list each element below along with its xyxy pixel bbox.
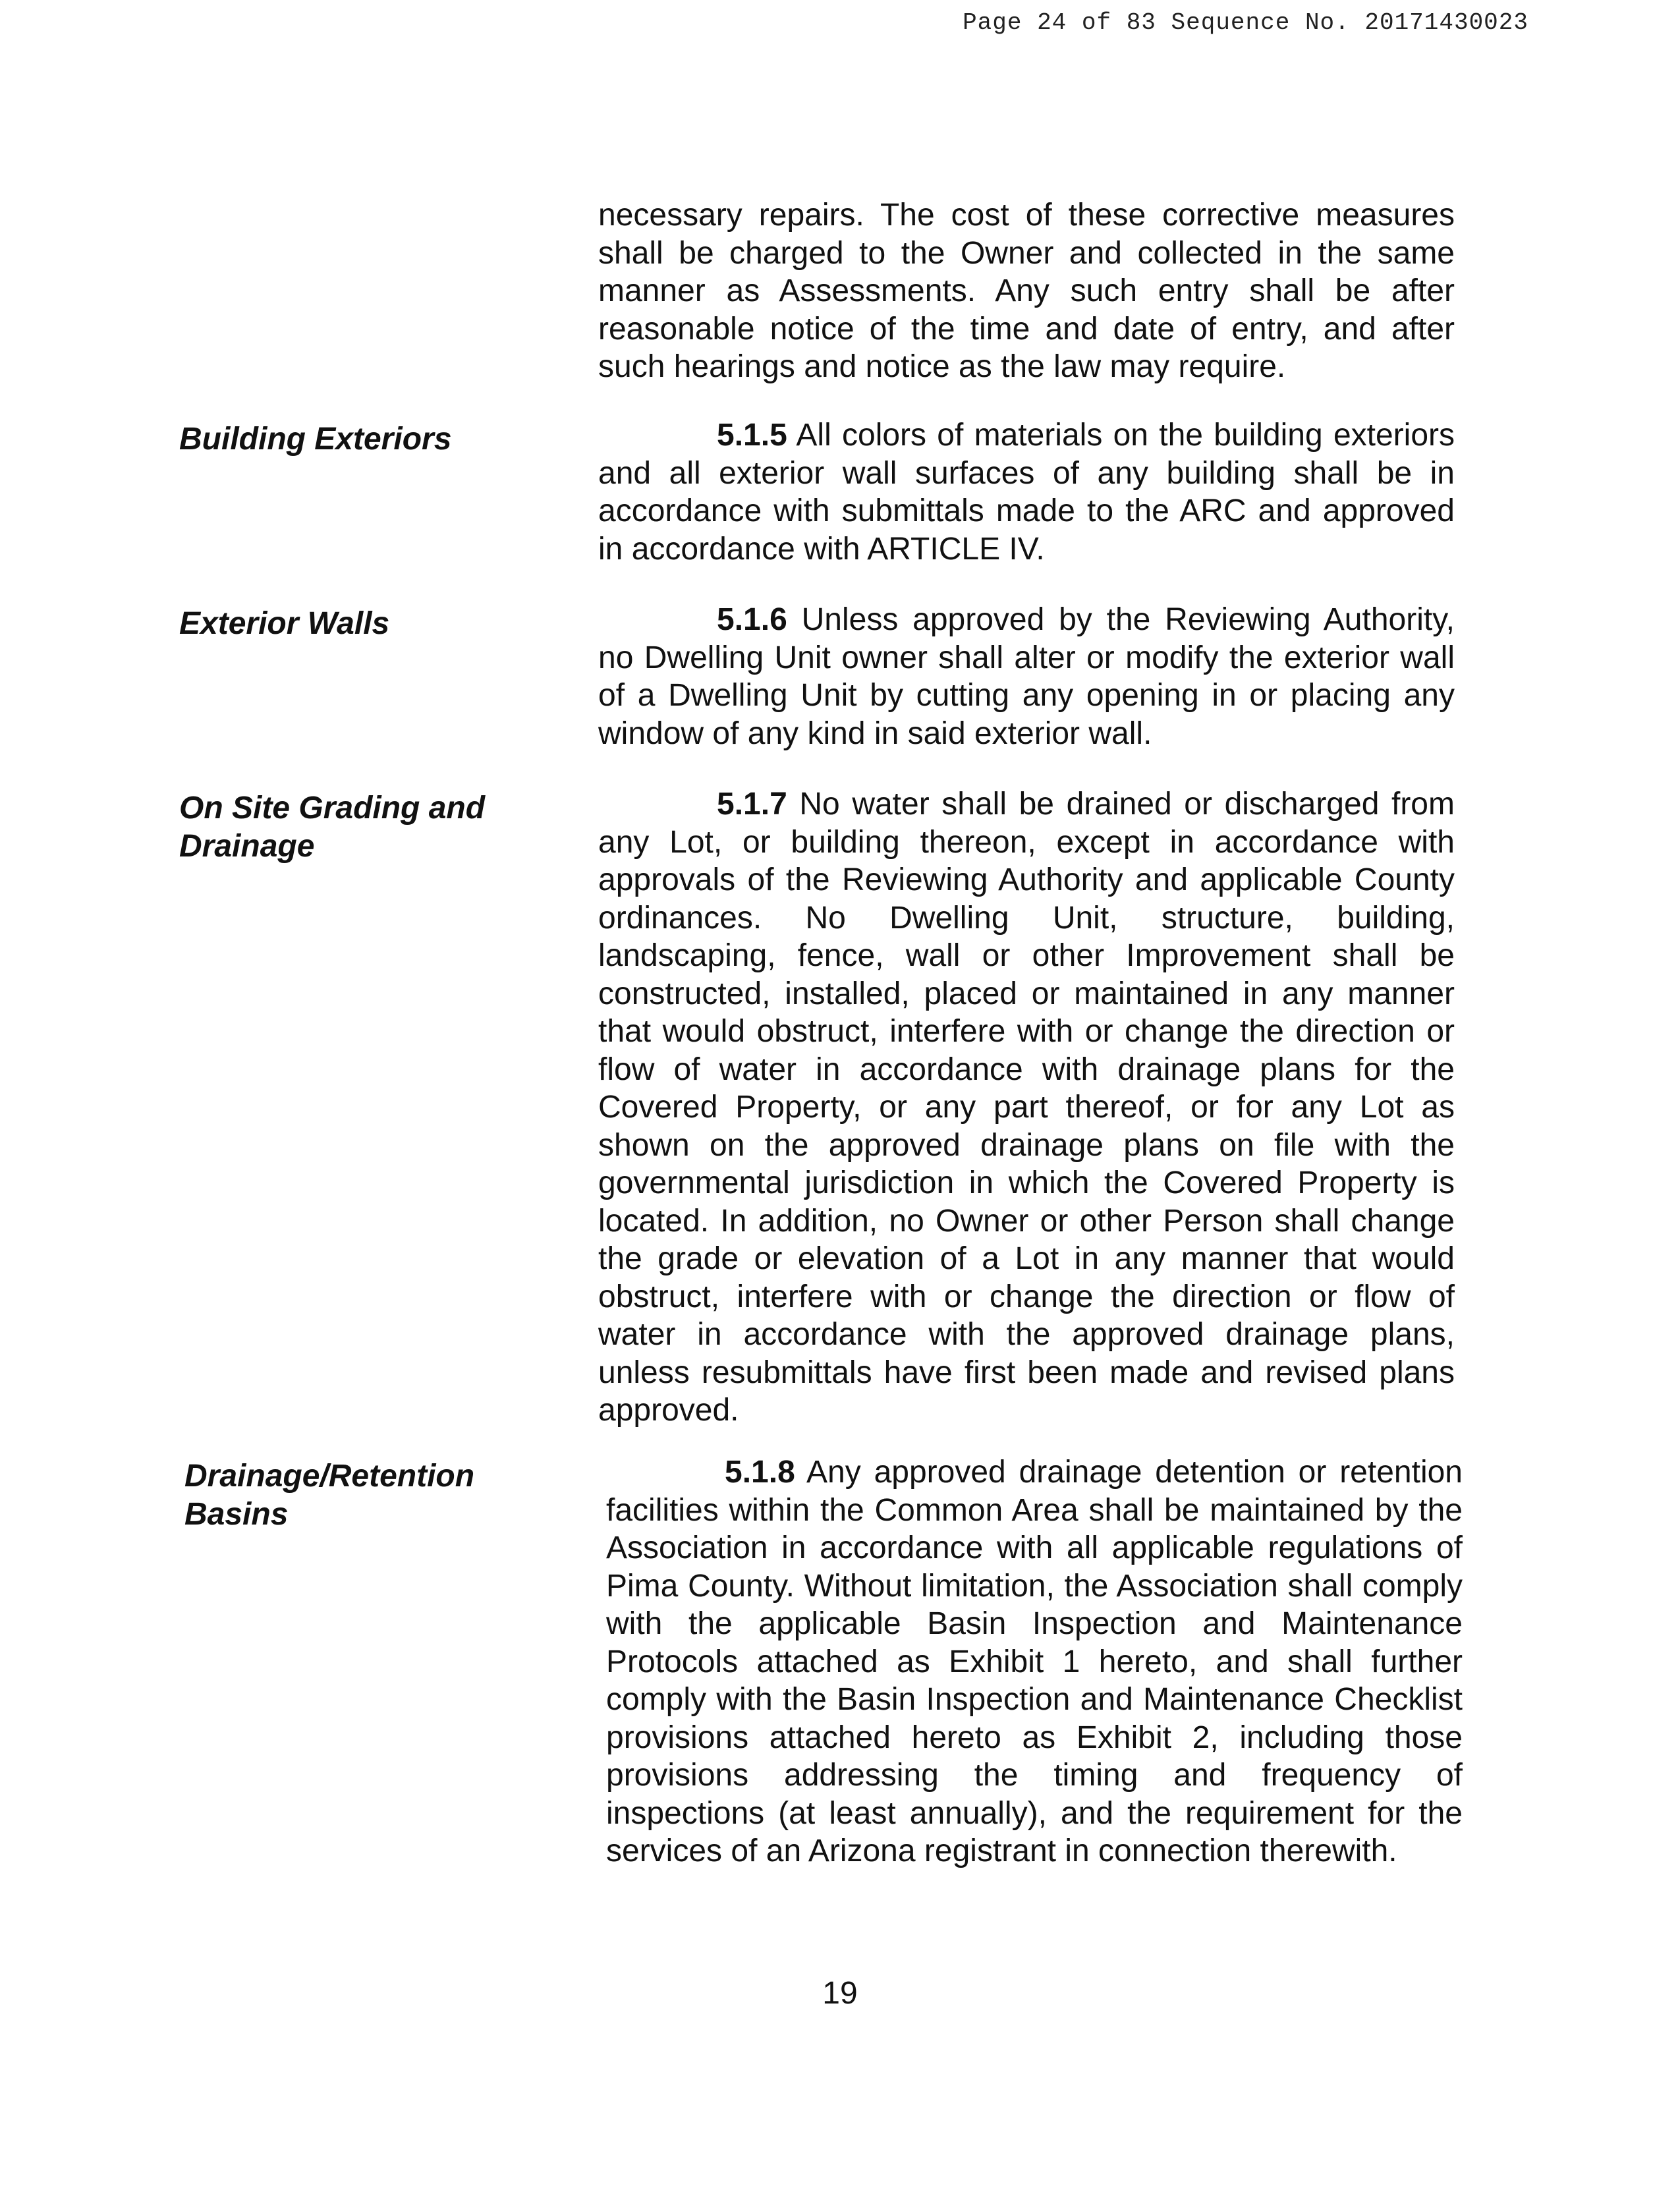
page-number: 19 — [822, 1976, 858, 2011]
section-number: 5.1.5 — [717, 418, 787, 453]
section-number: 5.1.6 — [717, 602, 787, 637]
section-number: 5.1.8 — [725, 1455, 795, 1490]
section-body — [598, 785, 1455, 1430]
section-heading: Drainage/Retention Basins — [184, 1459, 475, 1532]
section-body — [598, 601, 1455, 752]
section-text: Unless approved by the Reviewing Authority, no Dwelling Unit owner shall alter or modify the exterior wall of a Dwelling Unit by cutting any opening in or placing any window of any kind in said exterior wall. — [598, 602, 1455, 751]
page-header: Page 24 of 83 Sequence No. 20171430023 — [963, 9, 1528, 36]
continuation-text: necessary repairs. The cost of these corrective measures shall be charged to the Owner and collected in the same manner as Assessments. Any such entry shall be after reasonable notice of the time and date of entry, and after such hearings and notice as the law may require. — [598, 198, 1455, 384]
section-heading: Building Exteriors — [179, 422, 452, 457]
section-number: 5.1.7 — [717, 787, 787, 822]
section-heading: On Site Grading and Drainage — [179, 791, 486, 864]
section-body — [598, 416, 1455, 568]
section-heading: Exterior Walls — [179, 606, 390, 641]
section-body — [606, 1453, 1463, 1870]
section-text: Any approved drainage detention or retention facilities within the Common Area shall be maintained by the Association in accordance with all applicable regulations of Pima County. Without limitation, the Association shall comply with the applicable Basin Inspection and Maintenance Protocols attached as Exhibit 1 hereto, and shall further comply with the Basin Inspection and Maintenance Checklist provisions attached hereto as Exhibit 2, including those provisions addressing the timing and frequency of inspections (at least annually), and the requirement for the services of an Arizona registrant in connection therewith. — [606, 1455, 1463, 1868]
section-text: No water shall be drained or discharged from any Lot, or building thereon, except in accordance with approvals of the Reviewing Authority and applicable County ordinances. No Dwelling Unit, structure, building, landscaping, fence, wall or other Improvement shall be constructed, installed, placed or maintained in any manner that would obstruct, interfere with or change the direction or flow of water in accordance with drainage plans for the Covered Property, or any part thereof, or for any Lot as shown on the approved drainage plans on file with the governmental jurisdiction in which the Covered Property is located. In addition, no Owner or other Person shall change the grade or elevation of a Lot in any manner that would obstruct, interfere with or change the direction or flow of water in accordance with the approved drainage plans, unless resubmittals have first been made and revised plans approved. — [598, 787, 1455, 1428]
section-text: All colors of materials on the building exteriors and all exterior wall surfaces of any building shall be in accordance with submittals made to the ARC and approved in accordance with ARTICLE IV. — [598, 418, 1455, 567]
